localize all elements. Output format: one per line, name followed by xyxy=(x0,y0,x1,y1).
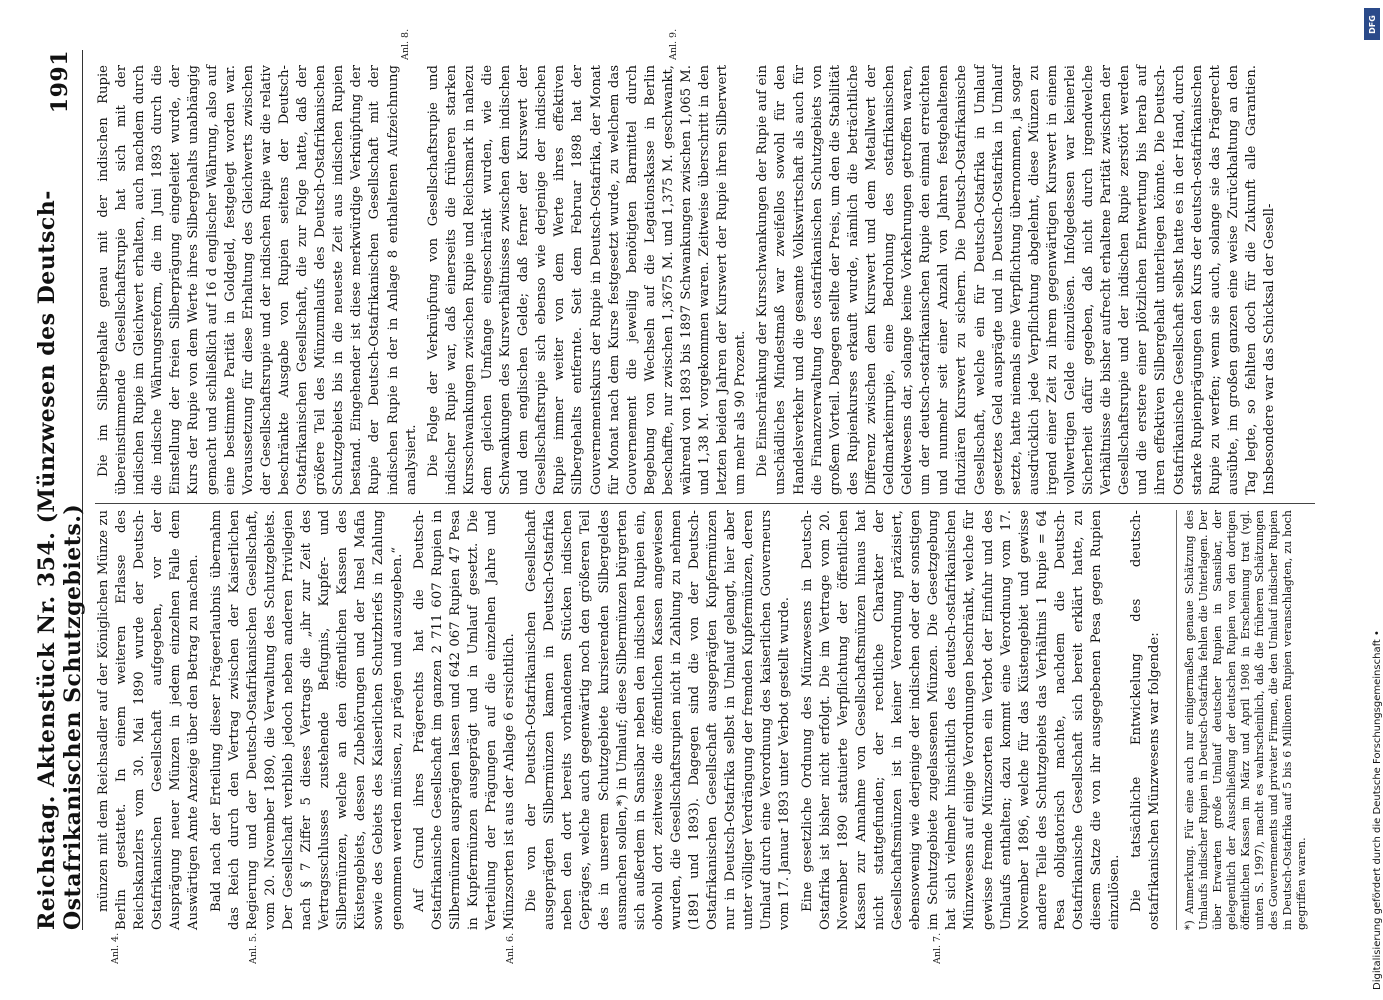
right-paragraph-3: Die Einschränkung der Kursschwankungen der Rupie auf ein unschädliches Mindestmaß war zweifellos sowohl für den Handelsverkehr und die gesamte Volkswirtschaft als auch für die Finanzverwaltung des ostafrikanischen Schutzgebiets von großem Vorteil. Dagegen stellte der Preis, um den die Stabilität des Rupienkurses erkauft wurde, nämlich die beträchtliche Differenz zwischen dem Kurswert und dem Metallwert der Geldmarkeinrupie, eine Bedrohung des ostafrikanischen Geldwesens dar, solange keine Vorkehrungen getroffen waren, um der deutsch-ostafrikanischen Rupie den einmal erreichten und nunmehr seit einer Anzahl von Jahren festgehaltenen fiduziären Kurswert zu sichern. Die Deutsch-Ostafrikanische Gesellschaft, welche ein für Deutsch-Ostafrika in Umlauf gesetztes Geld ausprägte und in Deutsch-Ostafrika in Umlauf setzte, hatte niemals eine Verpflichtung übernommen, ja sogar ausdrücklich jede Verpflichtung abgelehnt, diese Münzen zu irgend einer Zeit zu ihrem gegenwärtigen Kurswert in einem vollwertigen Gelde einzulösen. Infolgedessen war keinerlei Sicherheit dafür gegeben, daß nicht durch irgendwelche Verhältnisse die bisher aufrecht erhaltene Parität zwischen der Gesellschaftsrupie und der indischen Rupie zerstört werden und die erstere einer plötzlichen Entwertung bis herab auf ihren effektiven Silbergehalt unterliegen könnte. Die Deutsch-Ostafrikanische Gesellschaft selbst hatte es in der Hand, durch starke Rupienprägungen den Kurs der deutsch-ostafrikanischen Rupie zu werfen; wenn sie auch, solange sie das Prägerecht ausübte, im großen ganzen eine weise Zurückhaltung an den Tag legte, so fehlten doch für die Zukunft alle Garantien. Insbesondere war das Schicksal der Gesell- xyxy=(755,65,1277,495)
margin-note-anl-8: Anl. 8. xyxy=(400,28,411,60)
left-paragraph-6: Die tatsächliche Entwickelung des deutsch-ostafrikanischen Münzwesens war folgende: xyxy=(1129,510,1163,930)
right-paragraph-1: Die im Silbergehalte genau mit der indischen Rupie übereinstimmende Gesellschaftsrupie hat sich mit der indischen Rupie im Gleichwert erhalten, auch nachdem durch die indische Währungsreform, die im Juni 1893 durch die Einstellung der freien Silberprägung eingeleitet wurde, der Kurs der Rupie von dem Werte ihres Silbergehalts unabhängig gemacht und schließlich auf 16 d englischer Währung, also auf eine bestimmte Parität in Goldgeld, festgelegt worden war. Voraussetzung für diese Erhaltung des Gleichwerts zwischen der Gesellschaftsrupie und der indischen Rupie war die relativ beschränkte Ausgabe von Rupien seitens der Deutsch-Ostafrikanischen Gesellschaft, die zur Folge hatte, daß der größere Teil des Münzumlaufs des Deutsch-Ostafrikanischen Schutzgebiets bis in die neueste Zeit aus indischen Rupien bestand. Eingehender ist diese merkwürdige Verknüpfung der Rupie der Deutsch-Ostafrikanischen Gesellschaft mit der indischen Rupie in der in Anlage 8 enthaltenen Aufzeichnung analysiert. xyxy=(96,65,419,495)
margin-note-anl-7: Anl. 7. xyxy=(932,932,943,964)
page-number: 1991 xyxy=(47,50,73,114)
left-paragraph-1: münzen mit dem Reichsadler auf der Königlichen Münze zu Berlin gestattet. In einem weiteren Erlasse des Reichskanzlers vom 30. Mai 1890 wurde der Deutsch-Ostafrikanischen Gesellschaft aufgegeben, vor der Ausprägung neuer Münzen in jedem einzelnen Falle dem Auswärtigen Amte Anzeige über den Betrag zu machen. xyxy=(96,510,202,930)
margin-note-anl-6: Anl. 6. xyxy=(505,932,516,964)
left-column xyxy=(95,510,1309,930)
margin-note-anl-9: Anl. 9. xyxy=(668,28,679,60)
margin-note-anl-5: Anl. 5. xyxy=(248,932,259,964)
dfg-logo: DFG xyxy=(1364,8,1380,40)
left-paragraph-2: Bald nach der Erteilung dieser Prägeerlaubnis übernahm das Reich durch den Vertrag zwischen der Kaiserlichen Regierung und der Deutsch-Ostafrikanischen Gesellschaft, vom 20. November 1890, die Verwaltung des Schutzgebiets. Der Gesellschaft verblieb jedoch neben anderen Privilegien nach § 7 Ziffer 5 dieses Vertrags die „ihr zur Zeit des Vertragsschlusses zustehende Befugnis, Kupfer- und Silbermünzen, welche an den öffentlichen Kassen des Küstengebiets, dessen Zubehörungen und der Insel Mafia sowie des Gebiets des Kaiserlichen Schutzbriefs in Zahlung genommen werden müssen, zu prägen und auszugeben.“ xyxy=(208,510,405,930)
digitization-credit: Digitalisierung gefördert durch die Deutsche Forschungsgemeinschaft • xyxy=(1372,630,1383,990)
right-paragraph-2: Die Folge der Verknüpfung von Gesellschaftsrupie und indischer Rupie war, daß einerseits die früheren starken Kursschwankungen zwischen Rupie und Reichsmark in nahezu dem gleichen Umfange eingeschränkt wurden, wie die Schwankungen des Kursverhältnisses zwischen dem indischen und dem englischen Gelde; daß ferner der Kurswert der Gesellschaftsrupie sich ebenso wie derjenige der indischen Rupie immer weiter von dem Werte ihres effektiven Silbergehalts entfernte. Seit dem Februar 1898 hat der Gouvernementskurs der Rupie in Deutsch-Ostafrika, der Monat für Monat nach dem Kurse festgesetzt wurde, zu welchem das Gouvernement die jeweilig benötigten Barmittel durch Begebung von Wechseln auf die Legationskasse in Berlin beschaffte, nur zwischen 1,3675 M. und 1,375 M. geschwankt, während von 1893 bis 1897 Schwankungen zwischen 1,065 M. und 1,38 M. vorgekommen waren. Zeitweise überschritt in den letzten beiden Jahren der Kurswert der Rupie ihren Silberwert um mehr als 90 Prozent. xyxy=(425,65,749,495)
right-column xyxy=(95,65,1283,495)
left-paragraph-5: Eine gesetzliche Ordnung des Münzwesens in Deutsch-Ostafrika ist bisher nicht erfolgt. Die im Vertrage vom 20. November 1890 statuierte Verpflichtung der öffentlichen Kassen zur Annahme von Gesellschaftsmünzen hinaus hat nicht stattgefunden; der rechtliche Charakter der Gesellschaftsmünzen ist in keiner Verordnung präzisiert, ebensowenig wie derjenige der indischen oder der sonstigen im Schutzgebiete zugelassenen Münzen. Die Gesetzgebung hat sich vielmehr hinsichtlich des deutsch-ostafrikanischen Münzwesens auf einige Verordnungen beschränkt, welche für gewisse fremde Münzsorten ein Verbot der Einfuhr und des Umlaufs enthalten; dazu kommt eine Verordnung vom 17. November 1896, welche für das Küstengebiet und gewisse andere Teile des Schutzgebiets das Verhältnis 1 Rupie = 64 Pesa obligatorisch machte, nachdem die Deutsch-Ostafrikanische Gesellschaft sich bereit erklärt hatte, zu diesem Satze die von ihr ausgegebenen Pesa gegen Rupien einzulösen. xyxy=(799,510,1123,930)
left-paragraph-4: Die von der Deutsch-Ostafrikanischen Gesellschaft ausgeprägten Silbermünzen kamen in Deutsch-Ostafrika neben den dort bereits vorhandenen Stücken indischen Gepräges, welche auch gegenwärtig noch den größeren Teil des in unserem Schutzgebiete kursierenden Silbergeldes ausmachen sollen,*) in Umlauf; diese Silbermünzen bürgerten sich außerdem in Sansibar neben den indischen Rupien ein, obwohl dort zeitweise die öffentlichen Kassen angewiesen wurden, die Gesellschaftsrupien nicht in Zahlung zu nehmen (1891 und 1893). Dagegen sind die von der Deutsch-Ostafrikanischen Gesellschaft ausgeprägten Kupfermünzen nur in Deutsch-Ostafrika selbst in Umlauf gelangt, hier aber unter völliger Verdrängung der fremden Kupfermünzen, deren Umlauf durch eine Verordnung des kaiserlichen Gouverneurs vom 17. Januar 1893 unter Verbot gestellt wurde. xyxy=(524,510,793,930)
header-title: Reichstag. Aktenstück Nr. 354. (Münzwesen des Deutsch-Ostafrikanischen Schutzgebiets.) xyxy=(34,190,86,930)
footnote: *) Anmerkung. Für eine auch nur einigermaßen genaue Schätzung des Umlaufs indischer Rupien in Deutsch-Ostafrika fehlen die Unterlagen. Der über Erwarten große Umlauf deutscher Rupien in Sansibar, der gelegentlich der Ausschließung der deutschen Rupien von den dortigen öffentlichen Kassen im März und April 1908 in Erscheinung trat (vgl. unten S. 1997), macht es wahrscheinlich, daß die früheren Schätzungen des Gouvernements und privater Firmen, die den Umlauf indischer Rupien in Deutsch-Ostafrika auf 5 bis 6 Millionen Rupien veranschlagten, zu hoch gegriffen waren. xyxy=(1176,510,1309,930)
page-header xyxy=(34,50,86,930)
left-paragraph-3: Auf Grund ihres Prägerechts hat die Deutsch-Ostafrikanische Gesellschaft im ganzen 2 711 607 Rupien in Silbermünzen ausprägen lassen und 642 067 Rupien 47 Pesa in Kupfermünzen ausgeprägt und in Umlauf gesetzt. Die Verteilung der Prägungen auf die einzelnen Jahre und Münzsorten ist aus der Anlage 6 ersichtlich. xyxy=(411,510,518,930)
margin-note-anl-4: Anl. 4. xyxy=(110,932,121,964)
column-divider xyxy=(95,503,1315,504)
